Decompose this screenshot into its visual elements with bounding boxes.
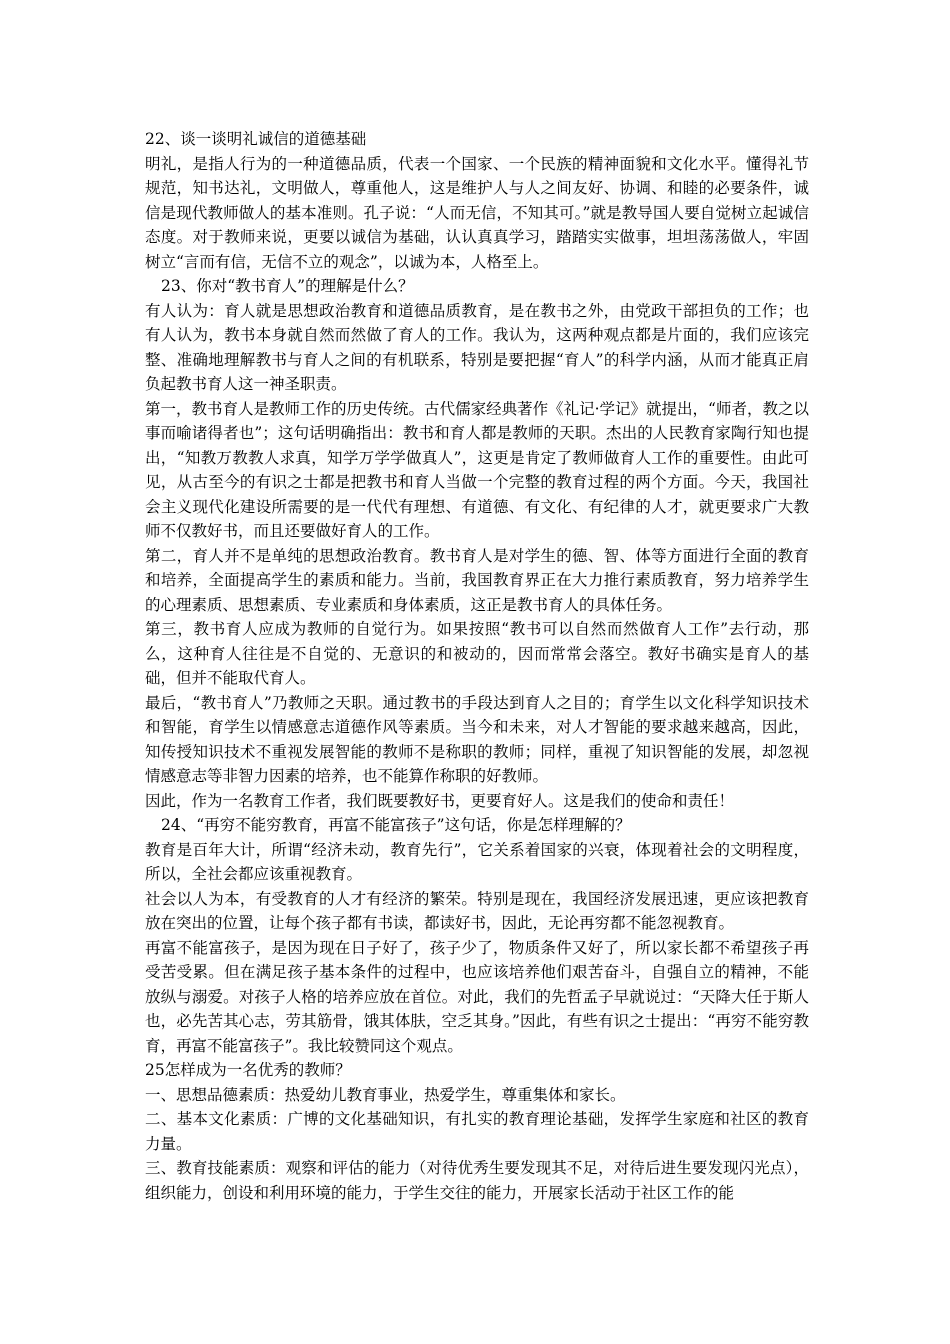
list-item-skills: 三、教育技能素质：观察和评估的能力（对待优秀生要发现其不足，对待后进生要发现闪光点），组织能力，创设和利用环境的能力，于学生交往的能力，开展家长活动于社区工作的能	[145, 1159, 809, 1202]
heading-q24: 24、“再穷不能穷教育，再富不能富孩子”这句话，你是怎样理解的？	[161, 816, 631, 834]
paragraph-q24-children: 再富不能富孩子，是因为现在日子好了，孩子少了，物质条件又好了，所以家长都不希望孩子再受苦受累。但在满足孩子基本条件的过程中，也应该培养他们艰苦奋斗，自强自立的精神，不能放纵与溺爱。对孩子人格的培养应放在首位。对此，我们的先哲孟子早就说过：“天降大任于斯人也，必先苦其心志，劳其筋骨，饿其体肤，空乏其身。”因此，有些有识之士提出：“再穷不能穷教育，再富不能富孩子”。我比较赞同这个观点。	[145, 938, 809, 1055]
paragraph-q22-answer: 明礼，是指人行为的一种道德品质，代表一个国家、一个民族的精神面貌和文化水平。懂得礼节规范，知书达礼，文明做人，尊重他人，这是维护人与人之间友好、协调、和睦的必要条件，诚信是现代教师做人的基本准则。孔子说：“人而无信，不知其可。”就是教导国人要自觉树立起诚信态度。对于教师来说，更要以诚信为基础，认认真真学习，踏踏实实做事，坦坦荡荡做人，牢固树立“言而有信，无信不立的观念”，以诚为本，人格至上。	[145, 154, 809, 271]
list-item-culture: 二、基本文化素质：广博的文化基础知识，有扎实的教育理论基础，发挥学生家庭和社区的教育力量。	[145, 1110, 809, 1153]
heading-q25: 25怎样成为一名优秀的教师？	[145, 1061, 351, 1079]
list-item-moral: 一、思想品德素质：热爱幼儿教育事业，热爱学生，尊重集体和家长。	[145, 1085, 626, 1104]
document-page	[145, 127, 809, 1205]
paragraph-q24-society: 社会以人为本，有受教育的人才有经济的繁荣。特别是现在，我国经济发展迅速，更应该把教育放在突出的位置，让每个孩子都有书读，都读好书，因此，无论再穷都不能忽视教育。	[145, 889, 809, 932]
heading-q22: 22、谈一谈明礼诚信的道德基础	[145, 130, 367, 148]
paragraph-q23-first: 第一，教书育人是教师工作的历史传统。古代儒家经典著作《礼记·学记》就提出，“师者，教之以事而喻诸得者也”；这句话明确指出：教书和育人都是教师的天职。杰出的人民教育家陶行知也提出，“知教万教教人求真，知学万学学做真人”，这更是肯定了教师做育人工作的重要性。由此可见，从古至今的有识之士都是把教书和育人当做一个完整的教育过程的两个方面。今天，我国社会主义现代化建设所需要的是一代代有理想、有道德、有文化、有纪律的人才，就更要求广大教师不仅教好书，而且还要做好育人的工作。	[145, 399, 809, 540]
paragraph-q23-conclusion: 因此，作为一名教育工作者，我们既要教好书，更要育好人。这是我们的使命和责任！	[145, 791, 735, 810]
paragraph-q23-intro: 有人认为：育人就是思想政治教育和道德品质教育，是在教书之外，由党政干部担负的工作；也有人认为，教书本身就自然而然做了育人的工作。我认为，这两种观点都是片面的，我们应该完整、准确地理解教书与育人之间的有机联系，特别是要把握“育人”的科学内涵，从而才能真正肩负起教书育人这一神圣职责。	[145, 301, 809, 393]
paragraph-q23-third: 第三，教书育人应成为教师的自觉行为。如果按照“教书可以自然而然做育人工作”去行动，那么，这种育人往往是不自觉的、无意识的和被动的，因而常常会落空。教好书确实是育人的基础，但并不能取代育人。	[145, 620, 809, 687]
heading-q23: 23、你对“教书育人”的理解是什么？	[161, 277, 414, 295]
paragraph-q24-intro: 教育是百年大计，所谓“经济未动，教育先行”，它关系着国家的兴衰，体现着社会的文明程度，所以，全社会都应该重视教育。	[145, 840, 809, 883]
paragraph-q23-second: 第二，育人并不是单纯的思想政治教育。教书育人是对学生的德、智、体等方面进行全面的教育和培养，全面提高学生的素质和能力。当前，我国教育界正在大力推行素质教育，努力培养学生的心理素质、思想素质、专业素质和身体素质，这正是教书育人的具体任务。	[145, 546, 809, 614]
paragraph-q23-last: 最后，“教书育人”乃教师之天职。通过教书的手段达到育人之目的；育学生以文化科学知识技术和智能，育学生以情感意志道德作风等素质。当今和未来，对人才智能的要求越来越高，因此，知传授知识技术不重视发展智能的教师不是称职的教师；同样，重视了知识智能的发展，却忽视情感意志等非智力因素的培养，也不能算作称职的好教师。	[145, 693, 809, 785]
